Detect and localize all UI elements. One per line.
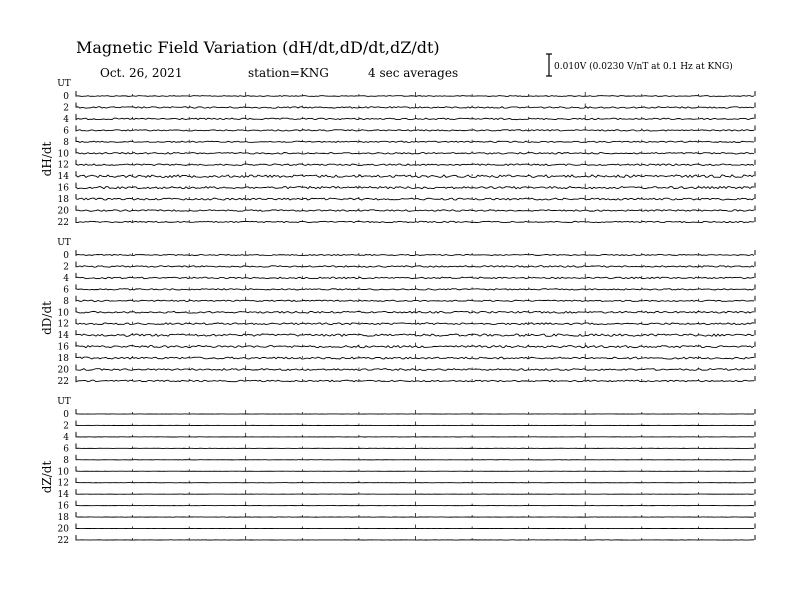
row-hour-label: 18 (57, 354, 69, 365)
figure-title: Magnetic Field Variation (dH/dt,dD/dt,dZ/dt) (76, 38, 440, 57)
time-ticks (76, 274, 755, 278)
row-hour-label: 22 (57, 535, 69, 546)
row-hour-label: 16 (57, 183, 69, 194)
trace-line (76, 254, 754, 255)
time-ticks (76, 456, 755, 460)
trace-line (76, 380, 754, 382)
row-hour-label: 2 (63, 103, 69, 114)
row-hour-label: 20 (57, 206, 69, 217)
time-ticks (76, 421, 755, 425)
panel-1 (40, 238, 755, 387)
row-hour-label: 18 (57, 513, 69, 524)
time-ticks (76, 444, 755, 448)
station-label: station=KNG (248, 66, 329, 80)
time-ticks (76, 207, 755, 211)
time-ticks (76, 172, 755, 176)
row-hour-label: 16 (57, 342, 69, 353)
row-hour-label: 14 (57, 172, 69, 183)
time-ticks (76, 433, 755, 437)
row-hour-label: 0 (63, 92, 69, 102)
trace-line (76, 141, 754, 142)
time-ticks (76, 536, 755, 540)
row-hour-label: 2 (63, 262, 69, 273)
time-ticks (76, 308, 755, 312)
row-hour-label: 12 (57, 160, 69, 171)
time-ticks (76, 467, 755, 471)
row-hour-label: 0 (63, 410, 69, 420)
trace-line (76, 311, 754, 313)
averaging-label: 4 sec averages (368, 66, 459, 80)
time-ticks (76, 490, 755, 494)
trace-line (76, 334, 754, 336)
time-ticks (76, 479, 755, 483)
row-hour-label: 6 (63, 444, 69, 455)
row-hour-label: 6 (63, 126, 69, 137)
trace-line (76, 164, 754, 166)
ut-label: UT (57, 397, 71, 407)
row-hour-label: 10 (57, 308, 69, 319)
trace-line (76, 198, 754, 200)
trace-line (76, 130, 754, 131)
panel-label: dH/dt (40, 141, 54, 177)
row-hour-label: 12 (57, 319, 69, 330)
row-hour-label: 4 (63, 114, 69, 125)
row-hour-label: 22 (57, 376, 69, 387)
row-hour-label: 8 (63, 296, 69, 307)
ut-label: UT (57, 79, 71, 89)
panels (40, 79, 755, 546)
row-hour-label: 2 (63, 421, 69, 432)
trace-line (76, 357, 754, 359)
row-hour-label: 14 (57, 331, 69, 342)
trace-line (76, 210, 754, 212)
scale-label: 0.010V (0.0230 V/nT at 0.1 Hz at KNG) (554, 62, 733, 72)
trace-line (76, 346, 754, 348)
row-hour-label: 16 (57, 501, 69, 512)
row-hour-label: 0 (63, 251, 69, 261)
row-hour-label: 18 (57, 195, 69, 206)
scale-bar (546, 54, 552, 76)
row-hour-label: 20 (57, 524, 69, 535)
trace-line (76, 152, 754, 154)
row-hour-label: 12 (57, 478, 69, 489)
trace-line (76, 187, 754, 189)
ut-label: UT (57, 238, 71, 248)
trace-line (76, 107, 754, 109)
row-hour-label: 8 (63, 137, 69, 148)
row-hour-label: 4 (63, 273, 69, 284)
trace-line (76, 323, 754, 325)
trace-line (76, 266, 754, 268)
trace-line (76, 300, 754, 301)
trace-line (76, 289, 754, 290)
time-ticks (76, 92, 755, 96)
row-hour-label: 10 (57, 149, 69, 160)
time-ticks (76, 410, 755, 414)
panel-2 (40, 397, 755, 546)
trace-line (76, 118, 754, 120)
row-hour-label: 10 (57, 467, 69, 478)
time-ticks (76, 502, 755, 506)
row-hour-label: 6 (63, 285, 69, 296)
panel-label: dD/dt (40, 301, 54, 335)
panel-label: dZ/dt (40, 460, 54, 494)
time-ticks (76, 525, 755, 529)
panel-0 (40, 79, 755, 228)
trace-line (76, 369, 754, 371)
trace-line (76, 221, 754, 222)
time-ticks (76, 513, 755, 517)
row-hour-label: 8 (63, 455, 69, 466)
row-hour-label: 22 (57, 217, 69, 228)
trace-line (76, 175, 754, 178)
row-hour-label: 20 (57, 365, 69, 376)
time-ticks (76, 377, 755, 381)
trace-line (76, 96, 754, 97)
row-hour-label: 14 (57, 490, 69, 501)
time-ticks (76, 138, 755, 142)
date-label: Oct. 26, 2021 (100, 66, 183, 80)
trace-line (76, 277, 754, 279)
row-hour-label: 4 (63, 432, 69, 443)
time-ticks (76, 285, 755, 289)
